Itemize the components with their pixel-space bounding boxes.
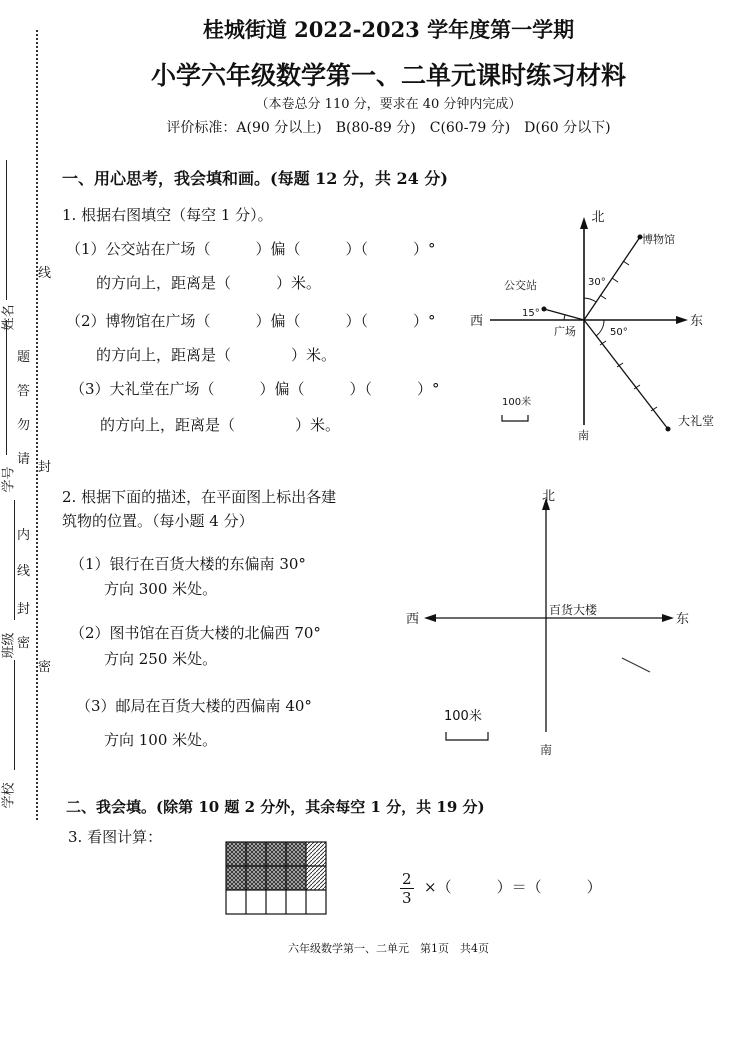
- section2-heading: 二、我会填。(除第 10 题 2 分外，其余每空 1 分，共 19 分): [66, 798, 485, 816]
- map2-south-label: 南: [540, 743, 553, 757]
- margin-char: 答: [17, 384, 31, 399]
- q2-item-1b: 方向 300 米处。: [104, 580, 218, 598]
- q2-item-2a: （2）图书馆在百货大楼的北偏西 70°: [70, 624, 321, 642]
- map2-center-label: 百货大楼: [549, 603, 598, 617]
- map1-east-label: 东: [690, 314, 704, 329]
- hall-point: [666, 427, 671, 432]
- binding-dotted-line: [36, 30, 38, 820]
- margin-blank-line: [14, 660, 15, 770]
- q2-prompt-line2: 筑物的位置。（每小题 4 分）: [62, 512, 254, 530]
- fraction-numerator: 2: [402, 870, 412, 888]
- angle-hall-label: 50°: [610, 327, 628, 338]
- equation-rest: ×（ ）＝（ ）: [424, 878, 602, 896]
- margin-char: 线: [38, 266, 52, 281]
- margin-char: 封: [17, 602, 31, 617]
- map2-scale-label: 100米: [444, 709, 482, 724]
- school-term: 桂城街道 2022-2023 学年度第一学期: [202, 17, 575, 42]
- margin-char: 请: [17, 452, 31, 467]
- direction-map-2: [400, 482, 700, 760]
- east-arrow-icon: [676, 316, 688, 324]
- margin-char: 密: [38, 660, 52, 675]
- north-arrow-icon: [580, 217, 588, 229]
- bus-stop-point: [542, 307, 547, 312]
- fraction-denominator: 3: [402, 889, 412, 907]
- grading-standard: 评价标准：A(90 分以上) B(80-89 分) C(60-79 分) D(60 分以下): [166, 120, 611, 136]
- page-subtitle: （本卷总分 110 分，要求在 40 分钟内完成）: [255, 97, 522, 112]
- q2-item-3a: （3）邮局在百货大楼的西偏南 40°: [76, 697, 312, 715]
- q1-line-4: 的方向上，距离是（ ）米。: [96, 346, 337, 364]
- angle-museum-label: 30°: [588, 277, 606, 288]
- map1-scale-label: 100米: [502, 397, 532, 408]
- margin-char: 封: [38, 460, 52, 475]
- margin-char: 题: [17, 350, 31, 365]
- map1-center-label: 广场: [554, 325, 576, 338]
- margin-label-class: 班级: [1, 632, 17, 659]
- page-title: 小学六年级数学第一、二单元课时练习材料: [150, 61, 626, 90]
- q1-line-3: （2）博物馆在广场（ ）偏（ ）（ ）°: [66, 312, 436, 330]
- margin-label-school: 学校: [1, 782, 17, 809]
- bus-stop-label: 公交站: [504, 279, 537, 292]
- map2-east-label: 东: [676, 612, 690, 627]
- map2-scale-bar: [446, 732, 488, 740]
- map2-east-arrow-icon: [662, 614, 674, 622]
- q2-item-2b: 方向 250 米处。: [104, 650, 218, 668]
- map1-west-label: 西: [470, 314, 484, 329]
- margin-char: 内: [17, 528, 31, 543]
- margin-blank-line: [6, 160, 7, 300]
- q1-line-2: 的方向上，距离是（ ）米。: [96, 274, 322, 292]
- direction-map-1: [460, 205, 740, 445]
- q1-line-5: （3）大礼堂在广场（ ）偏（ ）（ ）°: [70, 380, 440, 398]
- faint-mark: [622, 658, 650, 672]
- fraction-grid-figure: [224, 840, 328, 916]
- map2-north-label: 北: [542, 489, 556, 504]
- q2-item-1a: （1）银行在百货大楼的东偏南 30°: [70, 555, 306, 573]
- map2-west-label: 西: [406, 612, 420, 627]
- map1-north-label: 北: [591, 210, 605, 225]
- map1-south-label: 南: [578, 429, 589, 442]
- margin-label-student-id: 学号: [1, 466, 17, 493]
- q2-prompt-line1: 2. 根据下面的描述，在平面图上标出各建: [62, 488, 337, 506]
- map1-scale-bar: [502, 415, 528, 421]
- angle-bus-label: 15°: [522, 308, 540, 319]
- margin-label-name: 姓名: [1, 304, 17, 331]
- museum-label: 博物馆: [642, 233, 675, 246]
- q2-item-3b: 方向 100 米处。: [104, 731, 218, 749]
- map2-west-arrow-icon: [424, 614, 436, 622]
- margin-blank-line: [6, 320, 7, 455]
- hall-label: 大礼堂: [678, 414, 715, 428]
- margin-char: 密: [17, 636, 31, 651]
- q1-prompt: 1. 根据右图填空（每空 1 分）。: [62, 206, 273, 224]
- q3-prompt: 3. 看图计算：: [68, 828, 163, 846]
- q1-line-6: 的方向上，距离是（ ）米。: [100, 416, 341, 434]
- margin-blank-line: [14, 500, 15, 620]
- margin-char: 勿: [17, 418, 31, 433]
- fraction-two-thirds: [400, 870, 414, 907]
- q1-line-1: （1）公交站在广场（ ）偏（ ）（ ）°: [66, 240, 436, 258]
- margin-char: 线: [17, 564, 31, 579]
- page-footer: 六年级数学第一、二单元 第1页 共4页: [288, 942, 489, 955]
- section1-heading: 一、用心思考，我会填和画。(每题 12 分，共 24 分): [62, 169, 448, 188]
